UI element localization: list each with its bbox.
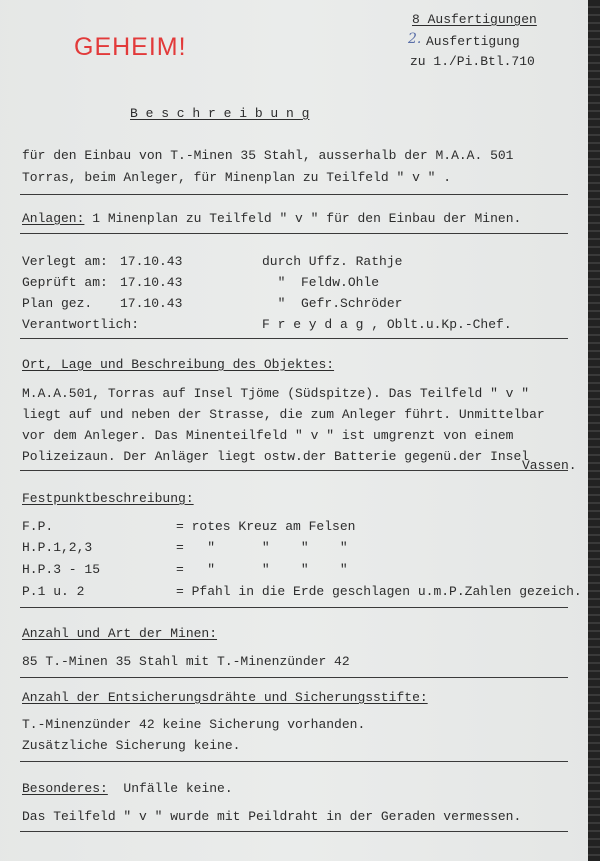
secret-stamp: GEHEIM! — [74, 33, 187, 61]
record-label: Geprüft am: — [22, 275, 108, 290]
record-label: Verlegt am: — [22, 254, 108, 269]
ort-line-3: vor dem Anleger. Das Minenteilfeld " v " ist umgrenzt von einem — [22, 428, 514, 443]
festpunkt-key: H.P.1,2,3 — [22, 540, 93, 555]
besonderes-line-2: Das Teilfeld " v " wurde mit Peildraht in der Geraden vermessen. — [22, 809, 522, 824]
festpunkt-value: = rotes Kreuz am Felsen — [176, 519, 356, 534]
festpunkt-value: = Pfahl in die Erde geschlagen u.m.P.Zahlen gezeich. — [176, 584, 582, 599]
ort-line-2: liegt auf und neben der Strasse, die zum Anleger führt. Unmittelbar — [22, 407, 545, 422]
sicherung-line-2: Zusätzliche Sicherung keine. — [22, 738, 241, 753]
divider — [20, 607, 568, 608]
responsible-name: F r e y d a g , Oblt.u.Kp.-Chef. — [262, 317, 512, 332]
divider — [20, 831, 568, 832]
divider — [20, 338, 568, 339]
copies-count: 8 Ausfertigungen — [412, 12, 537, 27]
record-by: " Gefr.Schröder — [262, 296, 403, 311]
divider — [20, 233, 568, 234]
ort-line-4: Polizeizaun. Der Anläger liegt ostw.der Batterie gegenü.der Insel — [22, 449, 530, 464]
document-title: B e s c h r e i b u n g — [130, 106, 310, 121]
anlagen-line: Anlagen: 1 Minenplan zu Teilfeld " v " für den Einbau der Minen. — [22, 211, 522, 226]
festpunkt-value: = " " " " — [176, 540, 348, 555]
ort-line-4-cont: Vassen. — [522, 458, 577, 473]
divider — [20, 470, 568, 471]
festpunkt-key: P.1 u. 2 — [22, 584, 85, 599]
besonderes-line: Besonderes: Unfälle keine. — [22, 781, 233, 796]
anzahl-heading: Anzahl und Art der Minen: — [22, 626, 218, 641]
record-by: durch Uffz. Rathje — [262, 254, 403, 269]
copy-number-handwritten: 2. — [408, 31, 422, 47]
record-date: 17.10.43 — [120, 275, 183, 290]
intro-line-1: für den Einbau von T.-Minen 35 Stahl, ausserhalb der M.A.A. 501 — [22, 148, 514, 163]
responsible-label: Verantwortlich: — [22, 317, 140, 332]
festpunkt-heading: Festpunktbeschreibung: — [22, 491, 194, 506]
festpunkt-key: F.P. — [22, 519, 54, 534]
divider — [20, 677, 568, 678]
record-by: " Feldw.Ohle — [262, 275, 380, 290]
divider — [20, 761, 568, 762]
scan-edge — [588, 0, 600, 861]
sicherung-heading: Anzahl der Entsicherungsdrähte und Sicherungsstifte: — [22, 690, 428, 705]
divider — [20, 194, 568, 195]
festpunkt-value: = " " " " — [176, 562, 348, 577]
record-date: 17.10.43 — [120, 254, 183, 269]
ort-heading: Ort, Lage und Beschreibung des Objektes: — [22, 357, 335, 372]
anzahl-text: 85 T.-Minen 35 Stahl mit T.-Minenzünder 42 — [22, 654, 350, 669]
festpunkt-key: H.P.3 - 15 — [22, 562, 101, 577]
addressee: zu 1./Pi.Btl.710 — [410, 54, 535, 69]
ort-line-1: M.A.A.501, Torras auf Insel Tjöme (Südspitze). Das Teilfeld " v " — [22, 386, 530, 401]
record-label: Plan gez. — [22, 296, 93, 311]
intro-line-2: Torras, beim Anleger, für Minenplan zu Teilfeld " v " . — [22, 170, 452, 185]
sicherung-line-1: T.-Minenzünder 42 keine Sicherung vorhanden. — [22, 717, 366, 732]
record-date: 17.10.43 — [120, 296, 183, 311]
copy-label: Ausfertigung — [426, 34, 520, 49]
